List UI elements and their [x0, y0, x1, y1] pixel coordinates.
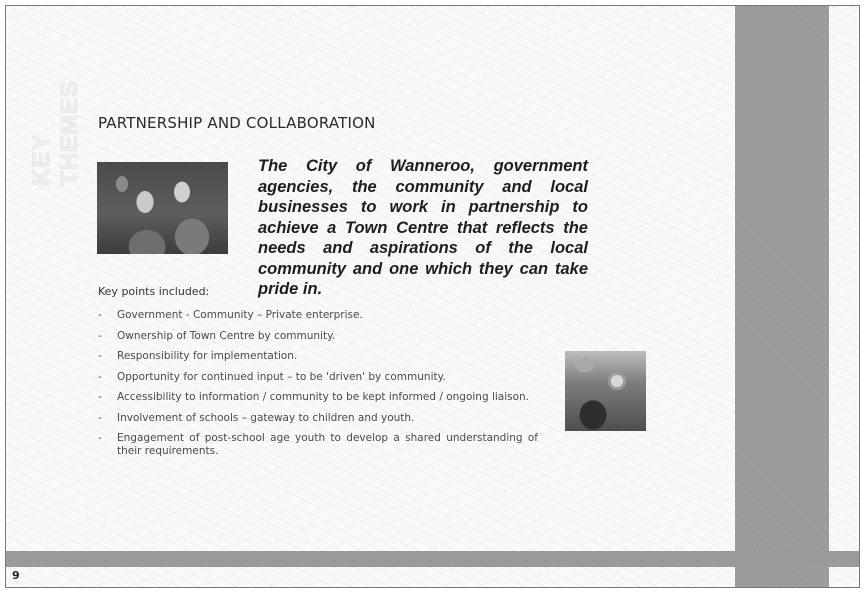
list-item [98, 330, 538, 343]
list-item [98, 309, 538, 322]
list-item-text: Ownership of Town Centre by community. [117, 329, 336, 342]
key-themes-watermark: KEY THEMES [28, 79, 83, 186]
list-item [98, 371, 538, 384]
bullet-dash: - [98, 370, 102, 383]
list-item [98, 432, 538, 458]
section-title: PARTNERSHIP AND COLLABORATION [98, 114, 376, 132]
list-item-text: Opportunity for continued input – to be 'driven' by community. [117, 370, 446, 383]
partnership-quote: The City of Wanneroo, government agencies, the community and local businesses to work in partnership to achieve a Town Centre that reflects the needs and aspirations of the local community and one which they can take pride in. [258, 157, 588, 298]
bullet-dash: - [98, 329, 102, 342]
page-number: 9 [12, 569, 20, 582]
list-item [98, 412, 538, 425]
list-item-text: Responsibility for implementation. [117, 350, 298, 362]
bullet-dash: - [98, 391, 102, 403]
list-item [98, 350, 538, 363]
bullet-dash: - [98, 411, 102, 424]
grey-footer-band [6, 551, 860, 567]
bullet-dash: - [98, 350, 102, 362]
document-page [5, 5, 860, 588]
grey-side-column [735, 6, 829, 588]
list-item-text: Engagement of post-school age youth to develop a shared understanding of their requirements. [117, 432, 538, 457]
key-points-heading: Key points included: [98, 285, 210, 298]
list-item-text: Accessibility to information / community to be kept informed / ongoing liaison. [117, 391, 530, 403]
list-item-text: Government - Community – Private enterprise. [117, 309, 363, 321]
list-item [98, 391, 538, 404]
group-photo [97, 162, 228, 254]
bullet-dash: - [98, 309, 102, 321]
bullet-dash: - [98, 432, 102, 444]
list-item-text: Involvement of schools – gateway to children and youth. [117, 411, 415, 424]
key-points-list [98, 309, 538, 466]
meeting-photo [565, 351, 646, 431]
